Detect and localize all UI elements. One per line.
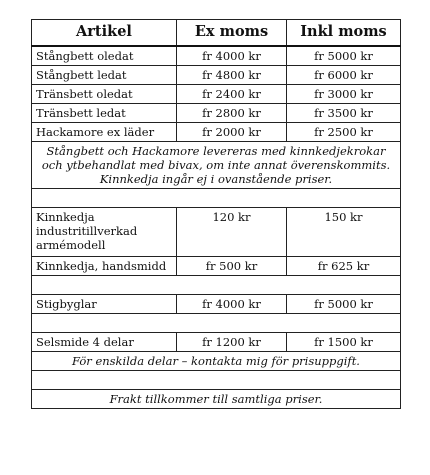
spacer-row <box>32 314 401 333</box>
header-ex-moms: Ex moms <box>177 20 287 47</box>
note-row <box>32 352 401 371</box>
spacer-row <box>32 371 401 390</box>
row-inkl-price: 150 kr <box>287 208 401 257</box>
row-ex-price: fr 2800 kr <box>177 104 287 123</box>
header-inkl-moms: Inkl moms <box>287 20 401 47</box>
row-ex-price: fr 500 kr <box>177 257 287 276</box>
row-name: Stigbyglar <box>32 295 177 314</box>
row-name: Tränsbett oledat <box>32 85 177 104</box>
row-inkl-price: fr 5000 kr <box>287 295 401 314</box>
row-name: Stångbett oledat <box>32 46 177 66</box>
spacer-cell <box>32 189 401 208</box>
table-row <box>32 66 401 85</box>
row-inkl-price: fr 6000 kr <box>287 66 401 85</box>
spacer-cell <box>32 276 401 295</box>
header-row <box>32 20 401 47</box>
contact-note: För enskilda delar – kontakta mig för prisuppgift. <box>32 352 401 371</box>
header-artikel: Artikel <box>32 20 177 47</box>
row-name: Hackamore ex läder <box>32 123 177 142</box>
row-inkl-price: fr 2500 kr <box>287 123 401 142</box>
row-inkl-price: fr 625 kr <box>287 257 401 276</box>
row-ex-price: fr 1200 kr <box>177 333 287 352</box>
row-name: Selsmide 4 delar <box>32 333 177 352</box>
spacer-cell <box>32 371 401 390</box>
table-row <box>32 208 401 257</box>
row-name: Stångbett ledat <box>32 66 177 85</box>
table-row <box>32 295 401 314</box>
row-ex-price: 120 kr <box>177 208 287 257</box>
table-row <box>32 257 401 276</box>
row-ex-price: fr 2000 kr <box>177 123 287 142</box>
row-inkl-price: fr 3000 kr <box>287 85 401 104</box>
row-inkl-price: fr 5000 kr <box>287 46 401 66</box>
row-ex-price: fr 4000 kr <box>177 295 287 314</box>
row-ex-price: fr 4800 kr <box>177 66 287 85</box>
footer-row <box>32 390 401 409</box>
table-row <box>32 46 401 66</box>
row-name: Kinnkedja industritillverkad armémodell <box>32 208 177 257</box>
note-row <box>32 142 401 189</box>
spacer-row <box>32 276 401 295</box>
table-row <box>32 85 401 104</box>
delivery-note: Stångbett och Hackamore levereras med kinnkedjekrokar och ytbehandlat med bivax, om inte annat överenskommits. Kinnkedja ingår ej i ovanstående priser. <box>32 142 401 189</box>
spacer-row <box>32 189 401 208</box>
price-table <box>31 19 401 409</box>
table-row <box>32 333 401 352</box>
row-inkl-price: fr 3500 kr <box>287 104 401 123</box>
table-row <box>32 123 401 142</box>
table-row <box>32 104 401 123</box>
shipping-note: Frakt tillkommer till samtliga priser. <box>32 390 401 409</box>
spacer-cell <box>32 314 401 333</box>
row-ex-price: fr 2400 kr <box>177 85 287 104</box>
row-inkl-price: fr 1500 kr <box>287 333 401 352</box>
row-name: Tränsbett ledat <box>32 104 177 123</box>
row-ex-price: fr 4000 kr <box>177 46 287 66</box>
row-name: Kinnkedja, handsmidd <box>32 257 177 276</box>
